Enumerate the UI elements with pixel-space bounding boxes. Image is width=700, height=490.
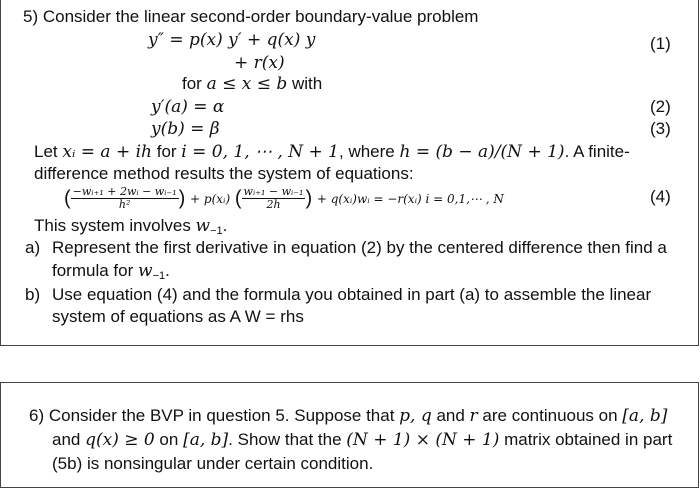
part-a-sub: −1 xyxy=(152,270,166,282)
part-a-text: formula for xyxy=(52,261,138,280)
fd-line: difference method results the system of equations: xyxy=(34,164,414,183)
eq1-line1: y″ = p(x) y′ + q(x) y xyxy=(148,30,316,50)
domain-math: a ≤ x ≤ b xyxy=(206,74,288,94)
eq4-number: (4) xyxy=(650,187,671,206)
domain-line xyxy=(182,73,322,95)
part-a-math: w xyxy=(137,261,153,281)
part-b-line2: system of equations as A W = rhs xyxy=(52,307,304,326)
involves-sub: −1 xyxy=(210,225,223,237)
q6-l2-a: and xyxy=(52,430,86,449)
eq4-frac2-num: wᵢ₊₁ − wᵢ₋₁ xyxy=(243,185,304,199)
question-6-box xyxy=(0,382,699,488)
let-math-1: xᵢ = a + ih xyxy=(62,142,152,162)
part-a-end: . xyxy=(165,261,170,280)
part-b-line1: Use equation (4) and the formula you obtained in part (a) to assemble the linear xyxy=(52,285,652,304)
q6-line3: (5b) is nonsingular under certain condition. xyxy=(52,454,374,473)
eq2-number: (2) xyxy=(650,97,671,116)
domain-suffix: with xyxy=(287,74,323,93)
eq4: ( $\frac{\text{−wᵢ₊₁ + 2wᵢ − wᵢ₋₁}}{\text{h²}}$ ) + p(xᵢ) ( $\frac{\text{wᵢ₊₁ − wᵢ₋₁}}{2h}$ ) + q(xᵢ)wᵢ = −r(xᵢ) i = 0,1,⋯ , N xyxy=(64,185,504,212)
domain-prefix: for xyxy=(182,74,207,93)
let-text-c: , where xyxy=(339,142,400,161)
q6-line1 xyxy=(29,405,667,427)
q6-l1-m1: p, q xyxy=(399,406,432,426)
eq1-line2: + r(x) xyxy=(234,53,285,73)
eq3-number: (3) xyxy=(650,119,671,138)
eq4-frac2-den: 2h xyxy=(266,198,281,212)
part-a-label: a) xyxy=(25,238,41,257)
q6-l2-b: on xyxy=(154,430,184,449)
q6-l1-m2: r xyxy=(469,406,478,426)
eq4-frac1-num: −wᵢ₊₁ + 2wᵢ − wᵢ₋₁ xyxy=(72,185,177,199)
q6-l2-m3: (N + 1) × (N + 1) xyxy=(346,430,500,450)
let-text-b: for xyxy=(152,142,182,161)
eq4-mid1: + p(xᵢ) xyxy=(190,192,231,206)
q6-l1-c: are continuous on xyxy=(477,406,623,425)
q6-l2-d: matrix obtained in part xyxy=(499,430,673,449)
eq3: y(b) = β xyxy=(151,119,220,139)
q6-l2-m2: [a, b] xyxy=(183,430,229,450)
part-a-line2 xyxy=(52,260,170,287)
part-a-line1: Represent the first derivative in equation (2) by the centered difference then find a xyxy=(52,238,667,257)
eq2: y′(a) = α xyxy=(151,97,225,117)
q5-title: 5) Consider the linear second-order boundary-value problem xyxy=(23,7,479,26)
eq1-number: (1) xyxy=(650,34,671,53)
let-text-d: . A finite- xyxy=(564,142,630,161)
eq4-rest: + q(xᵢ)wᵢ = −r(xᵢ) i = 0,1,⋯ , N xyxy=(316,192,504,206)
part-b-label: b) xyxy=(25,285,41,304)
q6-l2-m1: q(x) ≥ 0 xyxy=(85,430,155,450)
involves-math: w xyxy=(195,216,211,236)
involves-end: . xyxy=(222,216,228,235)
let-line xyxy=(34,141,630,163)
q6-line2 xyxy=(52,429,672,451)
q6-l1-b: and xyxy=(431,406,470,425)
q6-l1-m3: [a, b] xyxy=(622,406,668,426)
let-math-3: h = (b − a)/(N + 1) xyxy=(399,142,565,162)
eq4-frac1-den: h² xyxy=(118,198,131,212)
q6-l2-c: . Show that the xyxy=(228,430,347,449)
let-text-a: Let xyxy=(34,142,63,161)
let-math-2: i = 0, 1, ⋯ , N + 1 xyxy=(181,142,339,162)
q6-l1-a: 6) Consider the BVP in question 5. Suppose that xyxy=(29,406,400,425)
involves-text: This system involves xyxy=(34,216,196,235)
